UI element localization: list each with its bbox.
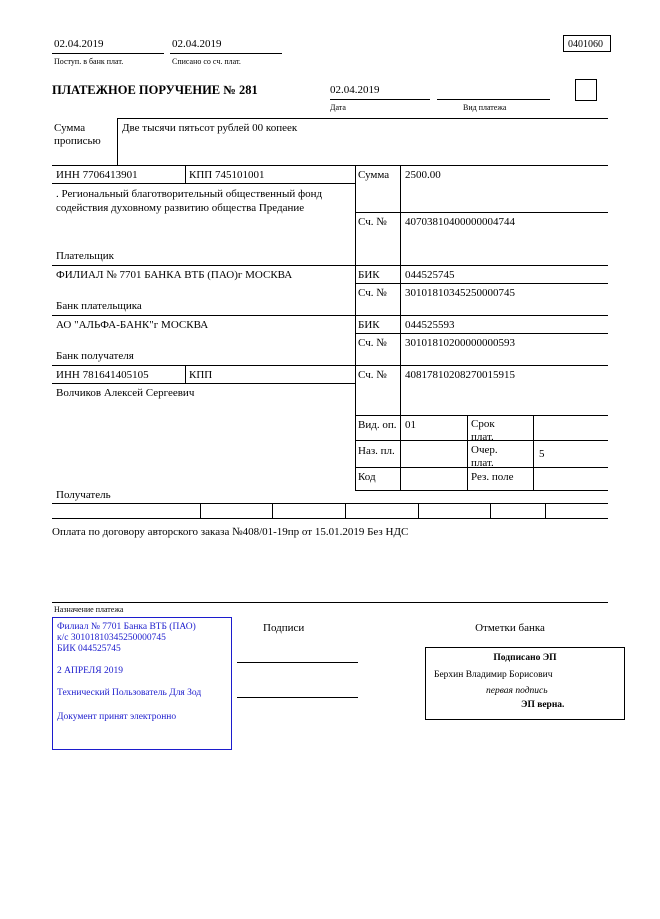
amount-words-label: Сумма прописью bbox=[54, 122, 101, 147]
date-debited-label: Списано со сч. плат. bbox=[172, 57, 241, 66]
purpose-code-label: Наз. пл. bbox=[358, 445, 395, 457]
stamp-date: 2 АПРЕЛЯ 2019 bbox=[57, 666, 123, 676]
stamp-bank-name: Филиал № 7701 Банка ВТБ (ПАО) bbox=[57, 622, 196, 632]
due-label: Срок плат. bbox=[471, 418, 495, 443]
payer-bank-account-label: Сч. № bbox=[358, 287, 387, 299]
stamp-corr-account: к/с 30101810345250000745 bbox=[57, 633, 166, 643]
divider bbox=[170, 53, 282, 54]
form-code: 0401060 bbox=[568, 39, 603, 50]
table-border bbox=[52, 518, 608, 519]
payer-bank-caption: Банк плательщика bbox=[56, 300, 142, 312]
table-border bbox=[400, 165, 401, 490]
payer-account-label: Сч. № bbox=[358, 216, 387, 228]
payee-bank-account: 30101810200000000593 bbox=[405, 337, 515, 349]
payer-name: . Региональный благотворительный общественный фонд содействия духовному развитию общества Предание bbox=[56, 188, 323, 214]
divider bbox=[52, 602, 608, 603]
payee-inn: ИНН 781641405105 bbox=[56, 369, 149, 381]
reserve-label: Рез. поле bbox=[471, 471, 514, 483]
table-border bbox=[467, 415, 468, 490]
date-received-label: Поступ. в банк плат. bbox=[54, 57, 124, 66]
stamp-accepted: Документ принят электронно bbox=[57, 712, 177, 722]
divider bbox=[52, 53, 164, 54]
table-border bbox=[355, 283, 608, 284]
payment-kind-label: Вид платежа bbox=[463, 103, 507, 112]
payee-account: 40817810208270015915 bbox=[405, 369, 515, 381]
stamp-user: Технический Пользователь Для Зод bbox=[57, 688, 202, 698]
table-border bbox=[185, 365, 186, 383]
payee-kpp: КПП bbox=[189, 369, 213, 381]
table-border bbox=[355, 490, 608, 491]
stamp-bik: БИК 044525745 bbox=[57, 644, 121, 654]
esign-valid: ЭП верна. bbox=[521, 700, 565, 710]
signatures-label: Подписи bbox=[263, 622, 305, 634]
esign-kind: первая подпись bbox=[486, 686, 548, 696]
table-border bbox=[345, 503, 346, 518]
table-border bbox=[52, 165, 608, 166]
payee-account-label: Сч. № bbox=[358, 369, 387, 381]
table-border bbox=[355, 165, 356, 490]
table-border bbox=[490, 503, 491, 518]
table-border bbox=[355, 333, 608, 334]
payer-bank-bik-label: БИК bbox=[358, 269, 380, 281]
purpose-text: Оплата по договору авторского заказа №408/01-19пр от 15.01.2019 Без НДС bbox=[52, 526, 409, 538]
bank-marks-label: Отметки банка bbox=[475, 622, 545, 634]
signature-line bbox=[237, 662, 358, 663]
amount-words-value: Две тысячи пятьсот рублей 00 копеек bbox=[122, 122, 298, 134]
form-code-box bbox=[563, 35, 611, 52]
payee-bank-name: АО "АЛЬФА-БАНК"г МОСКВА bbox=[56, 319, 209, 331]
payer-caption: Плательщик bbox=[56, 250, 114, 262]
document-date-label: Дата bbox=[330, 103, 346, 112]
divider bbox=[330, 99, 430, 100]
table-border bbox=[52, 183, 355, 184]
table-border bbox=[200, 503, 201, 518]
table-border bbox=[117, 118, 608, 119]
type-op-label: Вид. оп. bbox=[358, 419, 397, 431]
table-border bbox=[355, 415, 608, 416]
payer-kpp: КПП 745101001 bbox=[189, 169, 265, 181]
signature-line bbox=[237, 697, 358, 698]
table-border bbox=[52, 315, 608, 316]
payee-name: Волчиков Алексей Сергеевич bbox=[56, 387, 195, 399]
payee-bank-bik-label: БИК bbox=[358, 319, 380, 331]
payee-bank-bik: 044525593 bbox=[405, 319, 455, 331]
priority-label: Очер. плат. bbox=[471, 444, 498, 469]
table-border bbox=[52, 383, 355, 384]
date-debited: 02.04.2019 bbox=[172, 38, 222, 50]
payer-bank-name: ФИЛИАЛ № 7701 БАНКА ВТБ (ПАО)г МОСКВА bbox=[56, 269, 293, 281]
date-received: 02.04.2019 bbox=[54, 38, 104, 50]
table-border bbox=[52, 503, 608, 504]
table-border bbox=[117, 118, 118, 165]
purpose-caption: Назначение платежа bbox=[54, 605, 124, 614]
table-border bbox=[545, 503, 546, 518]
esign-name: Берхин Владимир Борисович bbox=[434, 670, 553, 680]
amount-label: Сумма bbox=[358, 169, 390, 181]
payer-inn: ИНН 7706413901 bbox=[56, 169, 138, 181]
payer-account: 40703810400000004744 bbox=[405, 216, 515, 228]
table-border bbox=[272, 503, 273, 518]
payee-bank-account-label: Сч. № bbox=[358, 337, 387, 349]
payer-bank-account: 30101810345250000745 bbox=[405, 287, 515, 299]
payment-kind-box bbox=[575, 79, 597, 101]
table-border bbox=[52, 265, 608, 266]
table-border bbox=[52, 365, 608, 366]
amount-value: 2500.00 bbox=[405, 169, 441, 181]
payee-bank-caption: Банк получателя bbox=[56, 350, 134, 362]
payee-caption: Получатель bbox=[56, 489, 111, 501]
esign-box bbox=[425, 647, 625, 720]
divider bbox=[437, 99, 550, 100]
document-date: 02.04.2019 bbox=[330, 84, 380, 96]
priority-value: 5 bbox=[539, 448, 545, 460]
table-border bbox=[185, 165, 186, 183]
esign-title: Подписано ЭП bbox=[493, 653, 557, 663]
table-border bbox=[355, 212, 608, 213]
bank-stamp bbox=[52, 617, 232, 750]
code-label: Код bbox=[358, 471, 376, 483]
table-border bbox=[533, 415, 534, 490]
type-op-value: 01 bbox=[405, 419, 416, 431]
document-title: ПЛАТЕЖНОЕ ПОРУЧЕНИЕ № 281 bbox=[52, 83, 258, 97]
payer-bank-bik: 044525745 bbox=[405, 269, 455, 281]
table-border bbox=[418, 503, 419, 518]
